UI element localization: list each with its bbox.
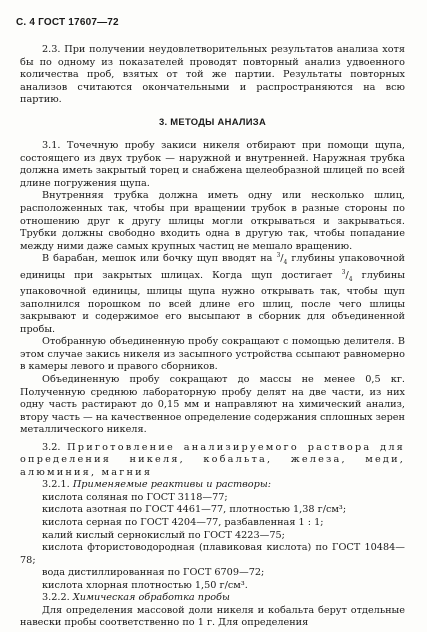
text-fragment: В барабан, мешок или бочку щуп вводят на [42, 253, 277, 265]
fraction-numerator: 3 [276, 251, 281, 259]
text-fragment: глубины упаковочной единицы, шлицы щупа нужно открывать так, чтобы щуп заполнился порошком по всей длине его шлиц, после чего шлицы закрывают и содержимое его высыпают в сборник для объединенной пробы. [20, 269, 406, 335]
reagent-item: калий кислый сернокислый по ГОСТ 4223—75; [42, 529, 285, 541]
clause-title: Приготовление анализируемого раствора для определения никеля, кобальта, железа, меди, алюминия, магния [20, 441, 405, 478]
fraction-denominator: 4 [348, 275, 353, 283]
text-fragment: глубины упаковочной единицы при закрытых шлицах. Когда щуп достигает [20, 253, 405, 281]
reagent-item: кислота фтористоводородная (плавиковая кислота) по ГОСТ 10484—78; [20, 542, 405, 566]
paragraph-3-1-reduction: Объединенную пробу сокращают до массы не менее 0,5 кг. Полученную среднюю лабораторную пробу делят на две части, из них одну часть растирают до 0,15 мм и направляют на химический анализ, втору часть — на качественное определение содержания сплошных зерен металлического никеля. [20, 374, 405, 436]
document-body [20, 44, 405, 630]
reagent-item: вода дистиллированная по ГОСТ 6709—72; [42, 567, 265, 579]
fraction-denominator: 4 [283, 259, 288, 267]
paragraph-3-1-inner-tube: Внутренняя трубка должна иметь одну или несколько шлиц, расположенных так, чтобы при вращении трубок в разные стороны по отношению друг к другу шлицы могли открываться и закрываться. Трубки должны свободно входить одна в другую так, чтобы попадание между ними даже самых крупных частиц не мешало вращению. [20, 190, 405, 252]
paragraph-3-1-divider: Отобранную объединенную пробу сокращают с помощью делителя. В этом случае закись никеля из засыпного устройства ссыпают равномерно в камеры левого и правого сборников. [20, 336, 405, 373]
paragraph-3-1-sampling: 3.1. Точечную пробу закиси никеля отбирают при помощи щупа, состоящего из двух трубок — наружной и внутренней. Наружная трубка должна иметь закрытый торец и снабжена щелеобразной шлицей по всей длине погружения щупа. [20, 140, 405, 189]
subclause-number: 3.2.2. [42, 592, 73, 604]
paragraph-3-2-2: Для определения массовой доли никеля и кобальта берут отдельные навески пробы соответственно по 1 г. Для определения [20, 604, 405, 629]
fraction-numerator: 3 [341, 268, 346, 276]
reagent-item: кислота серная по ГОСТ 4204—77, разбавленная 1 : 1; [42, 517, 324, 529]
subclause-title: Применяемые реактивы и растворы: [72, 479, 271, 491]
subclause-title: Химическая обработка пробы [72, 592, 230, 604]
section-title: 3. МЕТОДЫ АНАЛИЗА [158, 115, 267, 127]
subclause-3-2-2-heading [20, 592, 405, 605]
subclause-3-2-1-heading [20, 479, 405, 492]
reagent-item: кислота хлорная плотностью 1,50 г/см³. [42, 579, 248, 591]
clause-number: 3.2. [42, 441, 68, 453]
paragraph-3-2-heading [20, 442, 405, 480]
paragraph-2-3: 2.3. При получении неудовлетворительных результатов анализа хотя бы по одному из показателей проводят повторный анализ удвоенного количества проб, взятых от той же партии. Результаты повторных анализов считаются окончательными и распространяются на всю партию. [20, 44, 405, 106]
paragraph-3-1-probe-insertion: В барабан, мешок или бочку щуп вводят на $^3/_4$ глубины упаковочной единицы при закрытых шлицах. Когда щуп достигает $^3/_4$ глубины упаковочной единицы, шлицы щупа нужно открывать так, чтобы щуп заполнился порошком по всей длине его шлиц, после чего шлицы закрывают и содержимое его высыпают в сборник для объединенной пробы. [20, 251, 406, 335]
page-header: С. 4 ГОСТ 17607—72 [16, 17, 119, 28]
subclause-number: 3.2.1. [42, 479, 73, 491]
reagent-item: кислота соляная по ГОСТ 3118—77; [42, 491, 228, 503]
reagent-item: кислота азотная по ГОСТ 4461—77, плотностью 1,38 г/см³; [42, 504, 347, 516]
